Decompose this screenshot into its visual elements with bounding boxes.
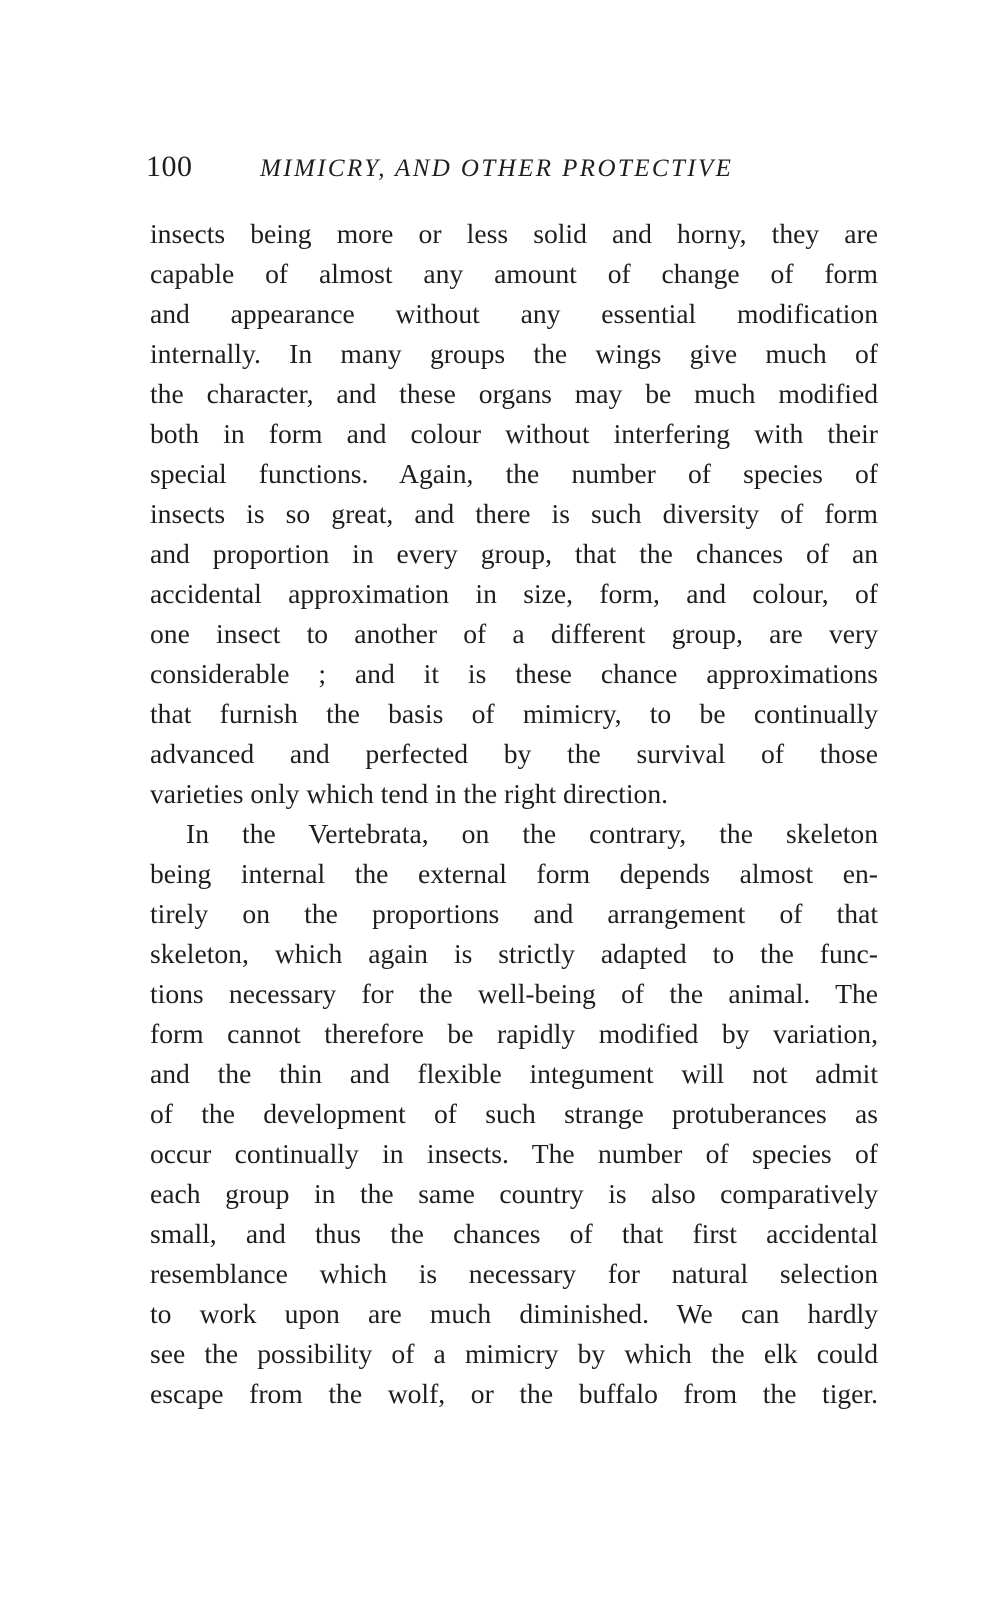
- text-line: each group in the same country is also comparatively: [150, 1178, 878, 1209]
- text-line: capable of almost any amount of change of form: [150, 258, 878, 289]
- text-line: and appearance without any essential modification: [150, 298, 878, 329]
- text-line: occur continually in insects. The number of species of: [150, 1138, 878, 1169]
- text-line: the character, and these organs may be much modified: [150, 378, 878, 409]
- text-line: tions necessary for the well-being of the animal. The: [150, 978, 878, 1009]
- running-title: MIMICRY, AND OTHER PROTECTIVE: [260, 155, 734, 182]
- paragraph: [150, 214, 878, 814]
- text-line: both in form and colour without interfering with their: [150, 418, 878, 449]
- text-line: accidental approximation in size, form, and colour, of: [150, 578, 878, 609]
- text-line: that furnish the basis of mimicry, to be continually: [150, 698, 878, 729]
- text-line: varieties only which tend in the right direction.: [150, 778, 669, 809]
- text-line: insects being more or less solid and horny, they are: [150, 218, 878, 249]
- text-line: and proportion in every group, that the chances of an: [150, 538, 878, 569]
- text-line: to work upon are much diminished. We can hardly: [150, 1298, 878, 1329]
- text-line: advanced and perfected by the survival of those: [150, 738, 878, 769]
- text-line: tirely on the proportions and arrangement of that: [150, 898, 878, 929]
- text-line: and the thin and flexible integument will not admit: [150, 1058, 878, 1089]
- text-line: special functions. Again, the number of species of: [150, 458, 878, 489]
- page-header: [146, 147, 906, 191]
- text-line: internally. In many groups the wings give much of: [150, 338, 878, 369]
- text-line: insects is so great, and there is such diversity of form: [150, 498, 878, 529]
- text-line: small, and thus the chances of that first accidental: [150, 1218, 878, 1249]
- text-line: being internal the external form depends almost en-: [150, 858, 878, 889]
- text-line: skeleton, which again is strictly adapted to the func-: [150, 938, 878, 969]
- text-line: form cannot therefore be rapidly modified by variation,: [150, 1018, 878, 1049]
- text-line: escape from the wolf, or the buffalo from the tiger.: [150, 1378, 878, 1409]
- body-text: [150, 214, 878, 1414]
- paragraph: [150, 814, 878, 1414]
- text-line: considerable ; and it is these chance approximations: [150, 658, 878, 689]
- text-line: of the development of such strange protuberances as: [150, 1098, 878, 1129]
- page-number: 100: [146, 150, 193, 183]
- text-line: In the Vertebrata, on the contrary, the skeleton: [186, 818, 878, 849]
- text-line: see the possibility of a mimicry by which the elk could: [150, 1338, 878, 1369]
- text-line: resemblance which is necessary for natural selection: [150, 1258, 878, 1289]
- text-line: one insect to another of a different group, are very: [150, 618, 878, 649]
